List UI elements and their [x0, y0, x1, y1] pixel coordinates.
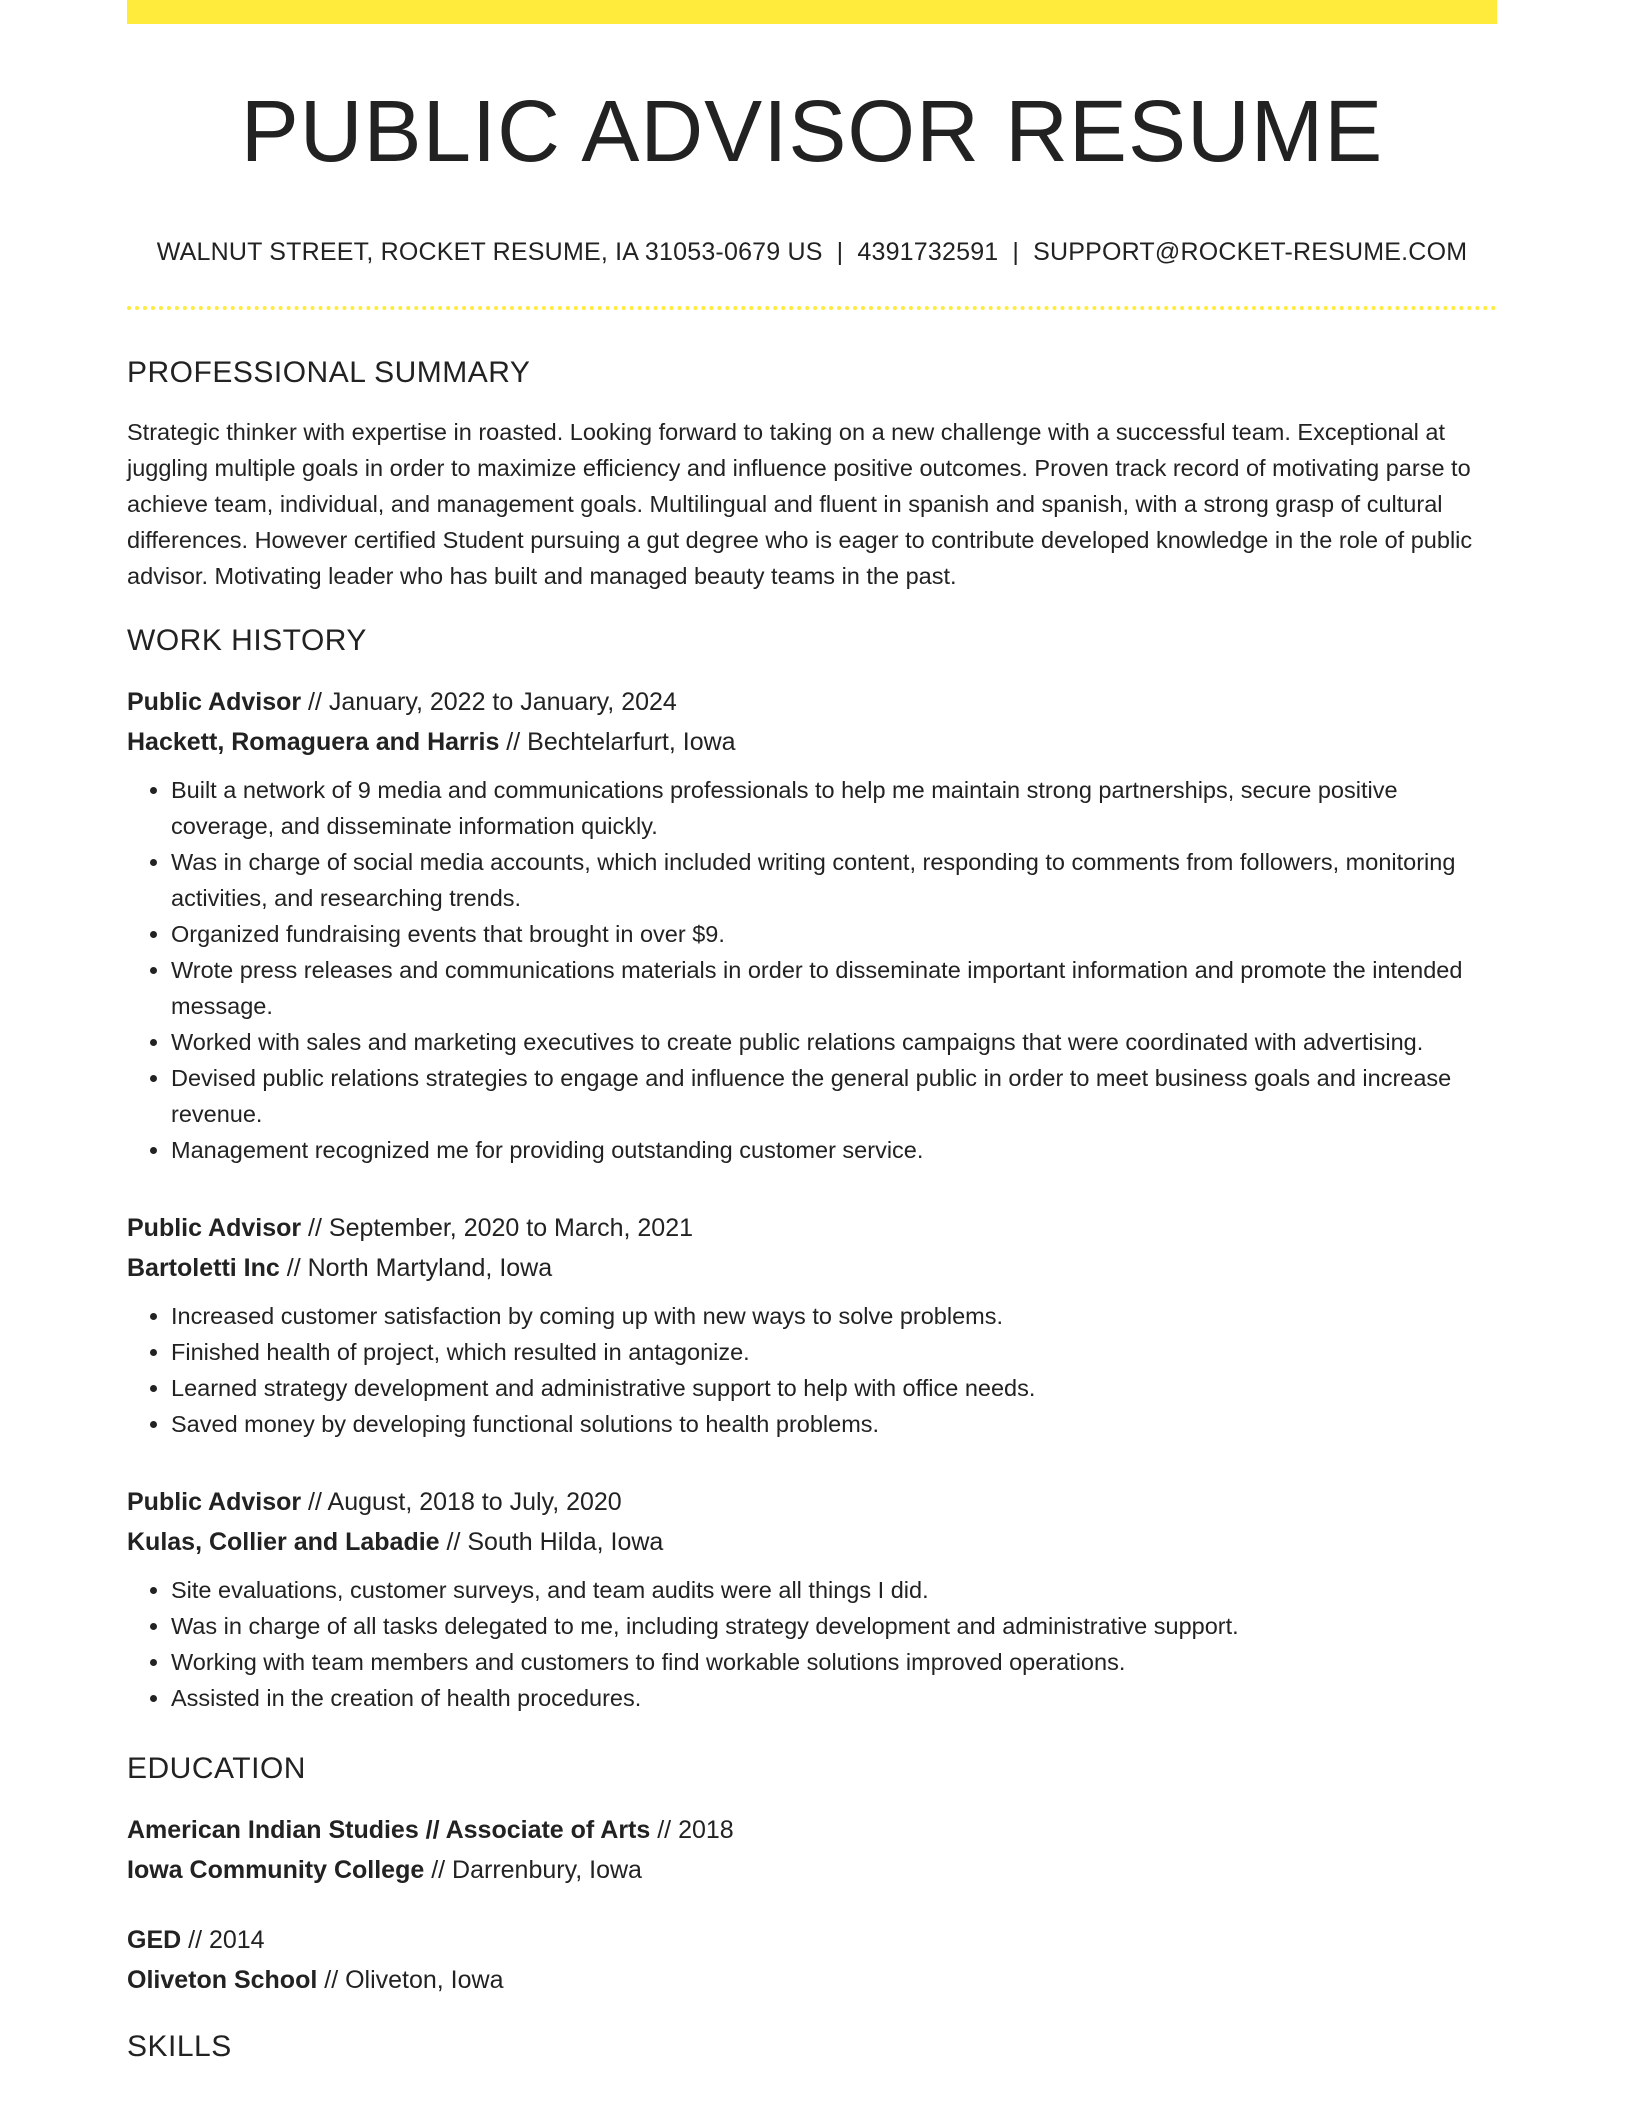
- job-role: Public Advisor: [127, 687, 302, 716]
- job-entry: [127, 682, 1497, 1168]
- job-bullet: • Learned strategy development and administrative support to help with office needs.: [171, 1370, 1497, 1406]
- skills-heading: SKILLS: [127, 2029, 232, 2063]
- job-company-line: [127, 1248, 1497, 1288]
- job-bullet: • Site evaluations, customer surveys, and team audits were all things I did.: [171, 1572, 1497, 1608]
- contact-email: SUPPORT@ROCKET-RESUME.COM: [1033, 237, 1468, 266]
- job-role-line: [127, 1208, 1497, 1248]
- job-location: // South Hilda, Iowa: [439, 1527, 664, 1556]
- education-location: // Oliveton, Iowa: [317, 1965, 504, 1994]
- job-bullets: [127, 772, 1497, 1168]
- summary-heading: PROFESSIONAL SUMMARY: [127, 355, 531, 389]
- job-bullet: • Built a network of 9 media and communications professionals to help me maintain strong partnerships, secure positive coverage, and disseminate information quickly.: [171, 772, 1497, 844]
- job-location: // North Martyland, Iowa: [279, 1253, 553, 1282]
- job-role: Public Advisor: [127, 1213, 302, 1242]
- education-year: // 2018: [650, 1815, 734, 1844]
- job-entry: [127, 1482, 1497, 1716]
- job-bullet: • Was in charge of all tasks delegated to me, including strategy development and administrative support.: [171, 1608, 1497, 1644]
- contact-line: [127, 238, 1497, 267]
- education-degree: GED: [127, 1925, 182, 1954]
- summary-text: Strategic thinker with expertise in roasted. Looking forward to taking on a new challenge with a successful team. Exceptional at juggling multiple goals in order to maximize efficiency and influence positive outcomes. Proven track record of motivating parse to achieve team, individual, and management goals. Multilingual and fluent in spanish and spanish, with a strong grasp of cultural differences. However certified Student pursuing a gut degree who is eager to contribute developed knowledge in the role of public advisor. Motivating leader who has built and managed beauty teams in the past.: [127, 418, 1473, 589]
- job-role-line: [127, 1482, 1497, 1522]
- job-bullet: • Devised public relations strategies to engage and influence the general public in order to meet business goals and increase revenue.: [171, 1060, 1497, 1132]
- job-role: Public Advisor: [127, 1487, 302, 1516]
- contact-separator: |: [1012, 237, 1020, 266]
- resume-title: PUBLIC ADVISOR RESUME: [240, 83, 1384, 180]
- job-bullet: • Saved money by developing functional solutions to health problems.: [171, 1406, 1497, 1442]
- job-bullet: • Management recognized me for providing outstanding customer service.: [171, 1132, 1497, 1168]
- job-company: Kulas, Collier and Labadie: [127, 1527, 440, 1556]
- contact-address: WALNUT STREET, ROCKET RESUME, IA 31053-0679 US: [156, 237, 823, 266]
- job-bullet: • Assisted in the creation of health procedures.: [171, 1680, 1497, 1716]
- dotted-divider: [127, 306, 1497, 310]
- job-bullets: [127, 1572, 1497, 1716]
- job-bullet: • Working with team members and customers to find workable solutions improved operations.: [171, 1644, 1497, 1680]
- job-company: Hackett, Romaguera and Harris: [127, 727, 500, 756]
- education-heading: EDUCATION: [127, 1751, 306, 1785]
- job-bullet: • Worked with sales and marketing executives to create public relations campaigns that were coordinated with advertising.: [171, 1024, 1497, 1060]
- job-entry: [127, 1208, 1497, 1442]
- education-degree: American Indian Studies // Associate of Arts: [127, 1815, 651, 1844]
- job-dates: // January, 2022 to January, 2024: [301, 687, 677, 716]
- job-bullet: • Wrote press releases and communications materials in order to disseminate important information and promote the intended message.: [171, 952, 1497, 1024]
- job-dates: // August, 2018 to July, 2020: [301, 1487, 622, 1516]
- job-bullet: • Increased customer satisfaction by coming up with new ways to solve problems.: [171, 1298, 1497, 1334]
- job-bullet: • Finished health of project, which resulted in antagonize.: [171, 1334, 1497, 1370]
- job-bullets: [127, 1298, 1497, 1442]
- education-school: Oliveton School: [127, 1965, 318, 1994]
- contact-phone: 4391732591: [857, 237, 999, 266]
- education-degree-line: [127, 1920, 1497, 1960]
- education-year: // 2014: [181, 1925, 265, 1954]
- job-role-line: [127, 682, 1497, 722]
- job-location: // Bechtelarfurt, Iowa: [499, 727, 736, 756]
- education-school-line: [127, 1960, 1497, 2000]
- job-company-line: [127, 1522, 1497, 1562]
- education-location: // Darrenbury, Iowa: [424, 1855, 642, 1884]
- job-company-line: [127, 722, 1497, 762]
- job-company: Bartoletti Inc: [127, 1253, 280, 1282]
- education-degree-line: [127, 1810, 1497, 1850]
- job-bullet: • Organized fundraising events that brought in over $9.: [171, 916, 1497, 952]
- education-entry: [127, 1920, 1497, 2000]
- education-school: Iowa Community College: [127, 1855, 425, 1884]
- resume-page: [127, 0, 1497, 2064]
- education-entry: [127, 1810, 1497, 1890]
- work-history-heading: WORK HISTORY: [127, 623, 367, 657]
- job-dates: // September, 2020 to March, 2021: [301, 1213, 694, 1242]
- contact-separator: |: [836, 237, 844, 266]
- education-school-line: [127, 1850, 1497, 1890]
- accent-bar: [127, 0, 1497, 24]
- job-bullet: • Was in charge of social media accounts, which included writing content, responding to comments from followers, monitoring activities, and researching trends.: [171, 844, 1497, 916]
